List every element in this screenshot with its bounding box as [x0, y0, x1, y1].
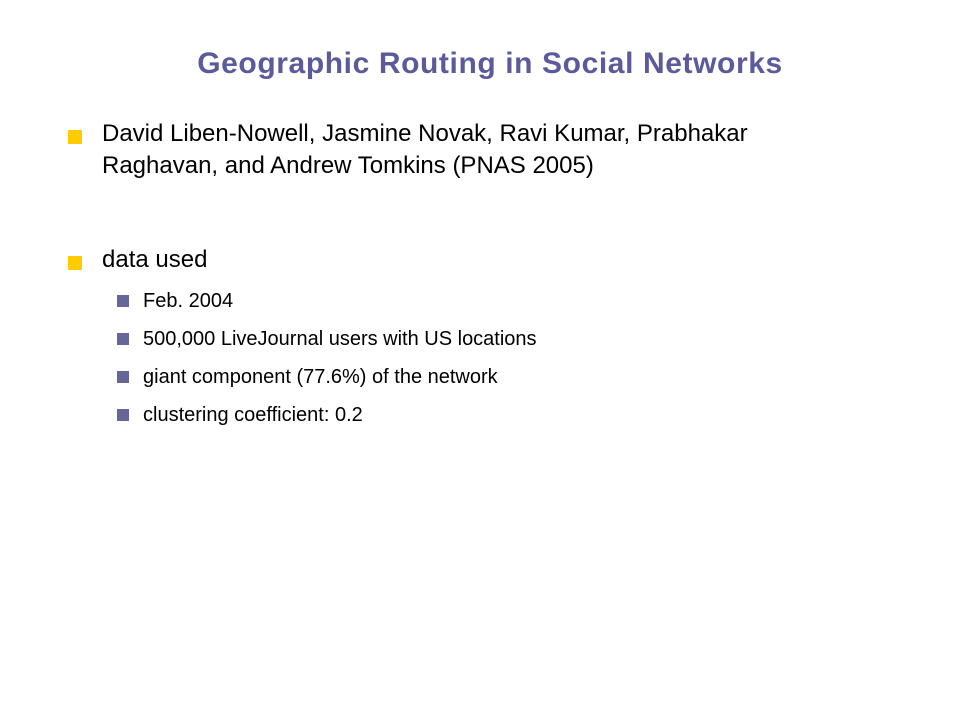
sub-bullet-text: clustering coefficient: 0.2: [143, 404, 363, 426]
sub-bullet-item-giant-component: [117, 363, 857, 391]
square-bullet-icon: [117, 295, 129, 307]
bullet-text: data used: [102, 246, 208, 273]
square-bullet-icon: [68, 130, 82, 144]
square-bullet-icon: [68, 256, 82, 270]
sub-bullet-item-users: [117, 325, 857, 353]
slide-title: Geographic Routing in Social Networks: [197, 47, 783, 80]
sub-bullet-item-clustering: [117, 401, 857, 429]
sub-bullet-text: giant component (77.6%) of the network: [143, 366, 498, 388]
sub-bullet-text: Feb. 2004: [143, 290, 234, 312]
bullet-item-data-used: [68, 244, 848, 276]
square-bullet-icon: [117, 371, 129, 383]
bullet-text: David Liben-Nowell, Jasmine Novak, Ravi Kumar, Prabhakar Raghavan, and Andrew Tomkins (PNAS 2005): [102, 120, 748, 179]
square-bullet-icon: [117, 333, 129, 345]
sub-bullet-item-date: [117, 287, 857, 315]
bullet-item-authors: [68, 118, 848, 182]
sub-bullet-text: 500,000 LiveJournal users with US locations: [143, 328, 537, 350]
square-bullet-icon: [117, 409, 129, 421]
